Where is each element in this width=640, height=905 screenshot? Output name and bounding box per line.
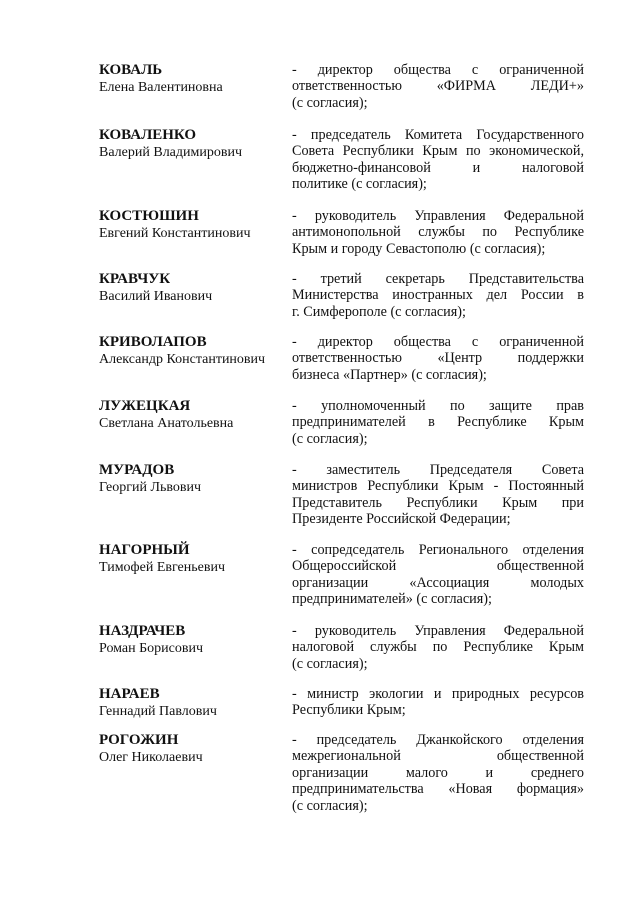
position-line: г. Симферополе (с согласия);	[292, 303, 466, 320]
position-line: - сопредседатель Регионального отделения	[292, 542, 584, 558]
member-given-name: Елена Валентиновна	[99, 80, 223, 95]
member-given-name: Александр Константинович	[99, 352, 266, 367]
position-line: - председатель Джанкойского отделения	[292, 732, 584, 748]
position-line: бюджетно-финансовой и налоговой	[292, 159, 584, 176]
position-line: организации малого и среднего	[292, 764, 584, 781]
position-line: бизнеса «Партнер» (с согласия);	[292, 366, 487, 383]
member-given-name: Валерий Владимирович	[99, 145, 243, 160]
member-given-name: Василий Иванович	[99, 289, 213, 304]
position-line: Совета Республики Крым по экономической,	[292, 143, 584, 160]
member-surname: МУРАДОВ	[99, 462, 175, 478]
position-line: - директор общества с ограниченной	[292, 62, 584, 78]
position-line: налоговой службы по Республике Крым	[292, 639, 584, 656]
member-surname: КРАВЧУК	[99, 271, 171, 287]
position-line: - министр экологии и природных ресурсов	[292, 686, 584, 702]
member-given-name: Олег Николаевич	[99, 750, 203, 765]
position-line: - руководитель Управления Федеральной	[292, 623, 584, 639]
position-line: министров Республики Крым - Постоянный	[292, 478, 584, 495]
member-position	[292, 542, 584, 608]
position-line: Президенте Российской Федерации;	[292, 511, 511, 528]
position-line: - заместитель Председателя Совета	[292, 462, 584, 478]
position-line: (с согласия);	[292, 797, 368, 814]
member-position	[292, 686, 584, 719]
position-line: (с согласия);	[292, 430, 368, 447]
position-line: - третий секретарь Представительства	[292, 271, 584, 287]
position-line: предпринимателей» (с согласия);	[292, 591, 492, 608]
position-line: - уполномоченный по защите прав	[292, 398, 584, 414]
member-given-name: Тимофей Евгеньевич	[99, 560, 225, 575]
member-given-name: Геннадий Павлович	[99, 704, 217, 719]
member-position	[292, 623, 584, 672]
member-surname: РОГОЖИН	[99, 732, 179, 748]
member-given-name: Роман Борисович	[99, 641, 204, 656]
position-line: Республики Крым;	[292, 702, 406, 719]
member-surname: КОСТЮШИН	[99, 208, 199, 224]
member-position	[292, 208, 584, 257]
member-position	[292, 62, 584, 111]
member-surname: НАЗДРАЧЕВ	[99, 623, 186, 639]
member-surname: НАГОРНЫЙ	[99, 542, 190, 558]
position-line: - председатель Комитета Государственного	[292, 127, 584, 143]
position-line: политике (с согласия);	[292, 176, 427, 193]
position-line: Министерства иностранных дел России в	[292, 287, 584, 304]
member-given-name: Георгий Львович	[99, 480, 202, 495]
position-line: - директор общества с ограниченной	[292, 334, 584, 350]
position-line: Представитель Республики Крым при	[292, 494, 584, 511]
position-line: предпринимателей в Республике Крым	[292, 414, 584, 431]
member-surname: КОВАЛЕНКО	[99, 127, 197, 143]
member-position	[292, 462, 584, 528]
member-surname: ЛУЖЕЦКАЯ	[99, 398, 191, 414]
position-line: межрегиональной общественной	[292, 748, 584, 765]
position-line: (с согласия);	[292, 94, 368, 111]
member-surname: КОВАЛЬ	[99, 62, 163, 78]
member-position	[292, 271, 584, 320]
member-surname: КРИВОЛАПОВ	[99, 334, 207, 350]
position-line: - руководитель Управления Федеральной	[292, 208, 584, 224]
member-given-name: Светлана Анатольевна	[99, 416, 234, 431]
member-position	[292, 334, 584, 383]
position-line: организации «Ассоциация молодых	[292, 574, 584, 591]
member-position	[292, 732, 584, 814]
member-position	[292, 127, 584, 193]
position-line: Общероссийской общественной	[292, 558, 584, 575]
position-line: ответственностью «ФИРМА ЛЕДИ+»	[292, 78, 584, 95]
position-line: антимонопольной службы по Республике	[292, 224, 584, 241]
member-position	[292, 398, 584, 447]
member-given-name: Евгений Константинович	[99, 226, 251, 241]
member-surname: НАРАЕВ	[99, 686, 160, 702]
position-line: (с согласия);	[292, 655, 368, 672]
position-line: Крым и городу Севастополю (с согласия);	[292, 240, 546, 257]
position-line: предпринимательства «Новая формация»	[292, 781, 584, 798]
position-line: ответственностью «Центр поддержки	[292, 350, 584, 367]
